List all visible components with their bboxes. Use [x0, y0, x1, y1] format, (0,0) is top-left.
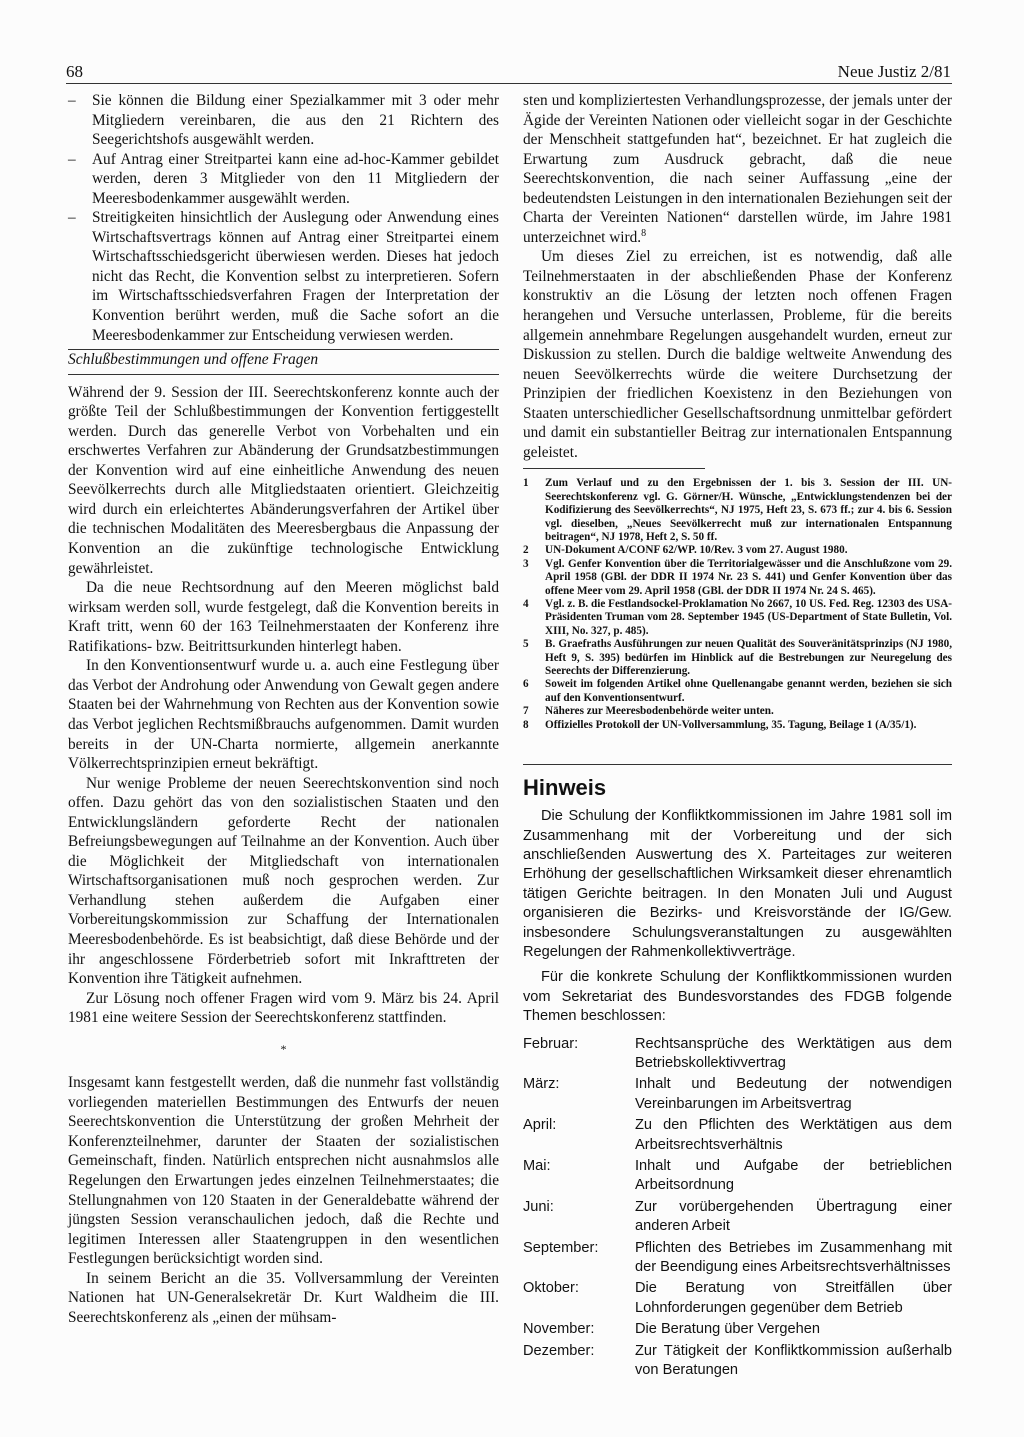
schedule-topic: Die Beratung über Vergehen	[635, 1321, 820, 1338]
footnote-number: 4	[523, 598, 529, 611]
page-header	[66, 62, 951, 84]
footnote-text: Näheres zur Meeresbodenbehörde weiter unten.	[545, 705, 774, 718]
body-paragraph: Während der 9. Session der III. Seerechtskonferenz konnte auch der größte Teil der Schlußbestimmungen der Konvention fertiggestellt werden. Durch das generelle Verbot von Vorbehalten und ein erschwertes Verfahren zur Abänderung der Grundsatzbestimmungen der Konvention wird auf eine einheitliche Anwendung des neuen Seevölkerrechts durch alle Mitgliedstaaten orientiert. Gleichzeitig wird durch ein erleichtertes Abänderungsverfahren der Artikel über die technischen Modalitäten des Meeresbergbaus die Anpassung der Konvention an die zukünftige technologische Entwicklung gewährleistet.	[68, 383, 499, 577]
schedule-row	[523, 1198, 952, 1237]
schedule-month: März:	[523, 1076, 560, 1093]
section-separator: *	[280, 1041, 287, 1056]
body-paragraph	[523, 91, 952, 247]
journal-title: Neue Justiz 2/81	[837, 62, 951, 81]
schedule-row	[523, 1035, 952, 1074]
schedule-table	[523, 1035, 952, 1381]
schedule-row	[523, 1320, 952, 1339]
hinweis-box	[523, 775, 952, 1380]
footnote	[523, 638, 952, 678]
footnotes	[523, 477, 952, 732]
schedule-month: Dezember:	[523, 1342, 595, 1359]
section-heading: Schlußbestimmungen und offene Fragen	[68, 351, 319, 369]
schedule-topic: Zur vorübergehenden Übertragung einer anderen Arbeit	[635, 1198, 952, 1235]
schedule-month: Oktober:	[523, 1280, 579, 1297]
left-column	[68, 91, 499, 1327]
footnote	[523, 705, 952, 718]
schedule-row	[523, 1157, 952, 1196]
dash-marker: –	[68, 150, 76, 168]
footnote-ref: 8	[641, 227, 647, 239]
schedule-topic: Inhalt und Aufgabe der betrieblichen Arbeitsordnung	[635, 1158, 952, 1194]
footnote-text: UN-Dokument A/CONF 62/WP. 10/Rev. 3 vom 27. August 1980.	[545, 544, 848, 557]
schedule-row	[523, 1342, 952, 1381]
dash-marker: –	[68, 209, 76, 227]
schedule-topic: Zur Tätigkeit der Konfliktkommission außerhalb von Beratungen	[635, 1342, 952, 1379]
body-paragraph: Da die neue Rechtsordnung auf den Meeren möglichst bald wirksam werden soll, wurde festgelegt, daß die Konvention bereits in Kraft tritt, wenn 60 der 163 Teilnehmerstaaten der Konferenz ihre Ratifikations- bzw. Beitrittsurkunden hinterlegt haben.	[68, 579, 499, 655]
footnote-number: 7	[523, 705, 529, 718]
schedule-month: April:	[523, 1117, 557, 1134]
bullet-text: Sie können die Bildung einer Spezialkammer mit 3 oder mehr Mitgliedern vereinbaren, die aus den 21 Richtern des Seegerichtshofs ausgewählt werden.	[92, 92, 499, 149]
schedule-month: Mai:	[523, 1158, 551, 1175]
schedule-topic: Rechtsansprüche des Werktätigen aus dem Betriebskollektivvertrag	[635, 1035, 952, 1071]
footnote	[523, 598, 952, 638]
continued-text: sten und kompliziertesten Verhandlungsprozesse, der jemals unter der Ägide der Vereinten Nationen oder vielleicht sogar in der Geschichte der Menschheit stattgefunden hat“, bezeichnet. Er hat zugleich die Erwartung zum Ausdruck gebracht, daß die neue Seerechtskonvention, die nach seiner Auffassung „eine der bedeutendsten Leistungen in den internationalen Beziehungen seit der Charta der Vereinten Nationen“ darstellen würde, im Jahre 1981 unterzeichnet wird.	[523, 92, 952, 246]
schedule-month: November:	[523, 1321, 595, 1338]
bullet-item	[68, 150, 499, 209]
bullet-item	[68, 91, 499, 150]
hinweis-rule	[523, 764, 952, 765]
footnote	[523, 477, 952, 544]
footnote-number: 3	[523, 557, 529, 570]
schedule-topic: Zu den Pflichten des Werktätigen aus dem Arbeitsrechtsverhältnis	[635, 1117, 952, 1153]
header-rule	[66, 83, 952, 84]
bullet-list	[68, 91, 499, 345]
schedule-row	[523, 1279, 952, 1318]
schedule-row	[523, 1075, 952, 1114]
page-number: 68	[66, 62, 83, 81]
schedule-month: Februar:	[523, 1035, 579, 1052]
schedule-row	[523, 1239, 952, 1278]
footnote-number: 6	[523, 678, 529, 691]
body-paragraph: In seinem Bericht an die 35. Vollversammlung der Vereinten Nationen hat UN-Generalsekretär Dr. Kurt Waldheim die III. Seerechtskonferenz als „einen der mühsam-	[68, 1269, 499, 1326]
footnote	[523, 544, 952, 557]
footnote-text: Offizielles Protokoll der UN-Vollversammlung, 35. Tagung, Beilage 1 (A/35/1).	[545, 718, 917, 731]
section-heading-wrap	[68, 350, 499, 375]
bullet-text: Streitigkeiten hinsichtlich der Auslegung oder Anwendung eines Wirtschaftsvertrags können auf Antrag einer Streitpartei einem Wirtschaftsschiedsgericht überwiesen werden. Dieses hat jedoch nicht das Recht, die Konvention selbst zu interpretieren. Sofern im Wirtschaftsschiedsverfahren Fragen der Interpretation der Konvention berührt werden, muß die Sache sofort an die Meeresbodenkammer zur Entscheidung verwiesen werden.	[92, 209, 499, 344]
footnote	[523, 719, 952, 732]
schedule-month: Juni:	[523, 1198, 554, 1215]
footnote-number: 2	[523, 544, 529, 557]
hinweis-lead: Für die konkrete Schulung der Konfliktkommissionen wurden vom Sekretariat des Bundesvorstandes des FDGB folgende Themen beschlossen:	[523, 969, 952, 1025]
bullet-text: Auf Antrag einer Streitpartei kann eine ad-hoc-Kammer gebildet werden, deren 3 Mitglieder von den 11 Mitgliedern der Meeresbodenkammer ausgewählt werden.	[92, 150, 499, 207]
footnote-rule	[523, 468, 705, 469]
body-paragraph: Zur Lösung noch offener Fragen wird vom 9. März bis 24. April 1981 eine weitere Session der Seerechtskonferenz stattfinden.	[68, 989, 499, 1027]
footnote-text: B. Graefraths Ausführungen zur neuen Qualität des Souveränitätsprinzips (NJ 1980, Heft 9, S. 395) bedürfen im Hinblick auf die Bestrebungen zur Neuregelung des Seerechts der Differenzierung.	[545, 638, 952, 678]
footnote-number: 8	[523, 718, 529, 731]
schedule-row	[523, 1116, 952, 1155]
body-paragraph: Nur wenige Probleme der neuen Seerechtskonvention sind noch offen. Dazu gehört das von den sozialistischen Staaten und den Entwicklungsländern geforderte Recht der nationalen Befreiungsbewegungen auf Teilnahme an der Konvention. Auch über die Möglichkeit der Mitgliedschaft von internationalen Wirtschaftsorganisationen muß noch gesprochen werden. Zur Verhandlung stehen außerdem die Aufgaben einer Vorbereitungskommission zur Schaffung der Internationalen Meeresbodenbehörde. Es ist beabsichtigt, daß diese Behörde und der ihr angeschlossene Förderbetrieb sofort mit Inkrafttreten der Konvention ihre Tätigkeit aufnehmen.	[68, 774, 499, 988]
footnote-text: Soweit im folgenden Artikel ohne Quellenangabe genannt werden, beziehen sie sich auf den Konventionsentwurf.	[545, 678, 952, 704]
body-paragraph: In den Konventionsentwurf wurde u. a. auch eine Festlegung über das Verbot der Androhung oder Anwendung von Gewalt gegen andere Staaten bei der Wahrnehmung von Rechten aus der Konvention sowie das Verbot jeglichen Rechtsmißbrauchs aufgenommen. Damit wurden bereits in der UN-Charta normierte, allgemein anerkannte Völkerrechtsprinzipien erneut bekräftigt.	[68, 657, 499, 773]
hinweis-title: Hinweis	[523, 775, 607, 801]
footnote	[523, 558, 952, 598]
footnote-text: Zum Verlauf und zu den Ergebnissen der 1. bis 3. Session der III. UN-Seerechtskonferenz vgl. G. Görner/H. Wünsche, „Entwicklungstendenzen bei der Kodifizierung des Seevölkerrechts“, NJ 1975, Heft 23, S. 673 ff.; zur 4. bis 6. Session vgl. dieselben, „Neues Seevölkerrecht muß zur internationalen Entspannung beitragen“, NJ 1978, Heft 2, S. 50 ff.	[545, 477, 952, 544]
footnote-number: 1	[523, 477, 529, 490]
footnote-number: 5	[523, 638, 529, 651]
footnote	[523, 678, 952, 705]
footnote-text: Vgl. z. B. die Festlandsockel-Proklamation No 2667, 10 US. Fed. Reg. 12303 des USA-Präsidenten Truman vom 28. September 1945 (US-Department of State Bulletin, Vol. XIII, No. 327, p. 485).	[545, 598, 952, 637]
schedule-month: September:	[523, 1239, 599, 1256]
footnote-text: Vgl. Genfer Konvention über die Territorialgewässer und die Anschlußzone vom 29. April 1958 (GBl. der DDR II 1974 Nr. 23 S. 441) und Genfer Konvention über das offene Meer vom 29. April 1958 (GBl. der DDR II 1974 Nr. 24 S. 465).	[545, 557, 952, 597]
bullet-item	[68, 208, 499, 345]
hinweis-intro: Die Schulung der Konfliktkommissionen im Jahre 1981 soll im Zusammenhang mit der Vorbereitung und der sich anschließenden Auswertung des X. Parteitages zur weiteren Erhöhung der gesellschaftlichen Wirksamkeit dieser ehrenamtlich tätigen Gerichte beitragen. In den Monaten Juli und August organisieren die Bezirks- und Kreisvorstände der IG/Gew. insbesondere Schulungsveranstaltungen zu ausgewählten Regelungen der Rahmenkollektivverträge.	[523, 808, 952, 960]
schedule-topic: Die Beratung von Streitfällen über Lohnforderungen gegenüber dem Betrieb	[635, 1280, 952, 1316]
body-paragraph: Insgesamt kann festgestellt werden, daß die nunmehr fast vollständig vorliegenden materiellen Bestimmungen des Entwurfs der neuen Seerechtskonvention die Unterstützung der großen Mehrheit der Konferenzteilnehmer, darunter der Staaten der sozialistischen Gemeinschaft, finden. Natürlich entsprechen nicht ausnahmslos alle Regelungen den Erwartungen jedes einzelnen Teilnehmerstaates; die Stellungnahmen von 120 Staaten in der Generaldebatte während der jüngsten Session veranschaulichen jedoch, daß die Rechte und legitimen Interessen aller Staatengruppen in den wesentlichen Festlegungen berücksichtigt worden sind.	[68, 1074, 499, 1268]
schedule-topic: Pflichten des Betriebes im Zusammenhang mit der Beendigung eines Arbeitsrechtsverhältnisses	[635, 1239, 952, 1276]
right-column	[523, 91, 952, 1382]
dash-marker: –	[68, 92, 76, 109]
body-paragraph: Um dieses Ziel zu erreichen, ist es notwendig, daß alle Teilnehmerstaaten in der abschließenden Phase der Konferenz konstruktiv an die Lösung der letzten noch offenen Fragen herangehen und Versuche unterlassen, Probleme, für die bereits allgemein annehmbare Regelungen ausgehandelt wurden, erneut zur Diskussion zu stellen. Durch die baldige weltweite Anwendung des neuen Seevölkerrechts würde die weitere Durchsetzung der Prinzipien der friedlichen Koexistenz in den Beziehungen von Staaten unterschiedlicher Gesellschaftsordnung unmittelbar gefördert und damit ein substantieller Beitrag zur internationalen Entspannung geleistet.	[523, 248, 952, 461]
schedule-topic: Inhalt und Bedeutung der notwendigen Vereinbarungen im Arbeitsvertrag	[635, 1076, 952, 1112]
